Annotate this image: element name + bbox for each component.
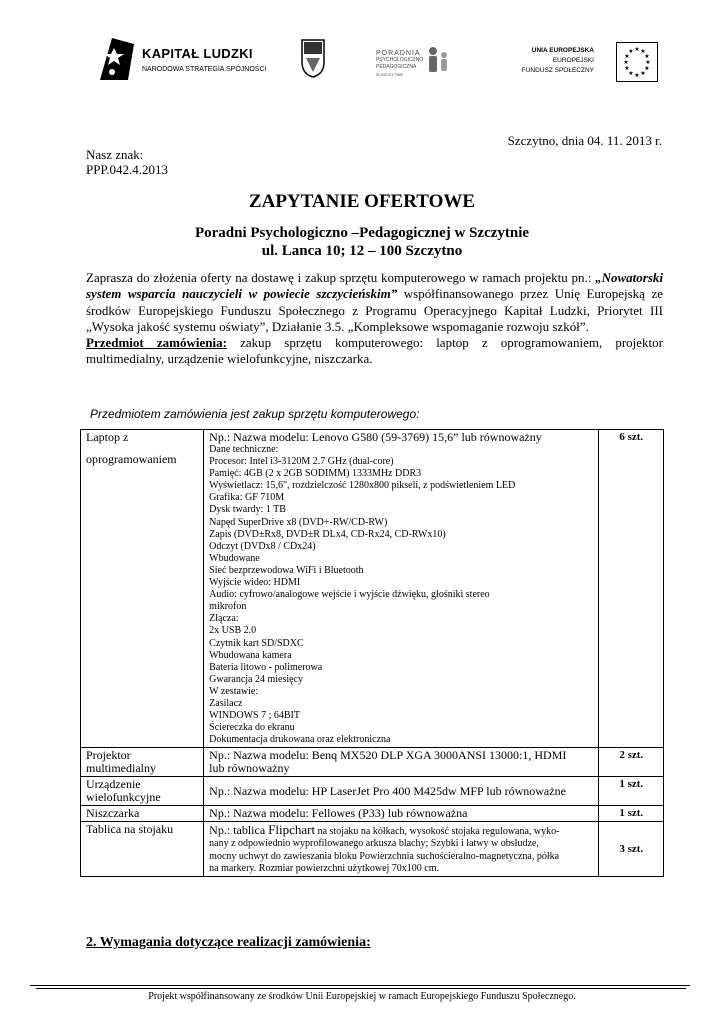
spec-line: Zapis (DVD±Rx8, DVD±R DLx4, CD-Rx24, CD-RWx10) [209, 528, 446, 540]
ppp-line: W SZCZYTNIE [376, 72, 404, 77]
eu-flag-icon [616, 42, 658, 82]
item-model: Np.: Nazwa modelu: Benq MX520 DLP XGA 3000ANSI 13000:1, HDMI [209, 748, 567, 763]
item-model: Np.: Nazwa modelu: HP LaserJet Pro 400 M425dw MFP lub równoważne [209, 783, 566, 798]
item-name: oprogramowaniem [86, 452, 177, 466]
table-row [81, 806, 664, 822]
spec-line: Dane techniczne: [209, 444, 279, 455]
order-subject-label: Przedmiot zamówienia: [86, 335, 227, 351]
item-description-cell [204, 806, 599, 822]
ppp-line: PORADNIA [376, 50, 421, 57]
spec-line: Napęd SuperDrive x8 (DVD+-RW/CD-RW) [209, 516, 388, 528]
spec-line: Czytnik kart SD/SDXC [209, 637, 304, 649]
ppp-line: PEDAGOGICZNA [376, 64, 417, 70]
kapital-ludzki-logo [98, 34, 267, 82]
item-model-cont: lub równoważny [209, 761, 290, 776]
reference-label: Nasz znak: [86, 147, 144, 162]
table-heading: Przedmiotem zamówienia jest zakup sprzętu komputerowego: [90, 407, 420, 421]
item-description-cell [204, 822, 599, 876]
crest-logo [300, 38, 326, 78]
item-name: Niszczarka [86, 806, 140, 821]
coat-of-arms-icon [300, 38, 326, 78]
spec-line: Złącza: [209, 613, 239, 625]
spec-line: Procesor: Intel i3-3120M 2.7 GHz (dual-core) [209, 456, 394, 468]
item-quantity: 6 szt. [599, 430, 664, 748]
eu-logo [512, 42, 658, 84]
svg-text:★: ★ [624, 53, 630, 60]
table-row [81, 777, 664, 806]
spec-line: W zestawie: [209, 685, 259, 697]
item-name-cell [81, 806, 204, 822]
item-quantity: 2 szt. [599, 748, 664, 777]
intro-part2: współfinansowanego przez Unię Europejską ze środków Europejskiego Funduszu Społecznego z Programu Operacyjnego Kapitał Ludzki, Priorytet III „Wysoka jakość systemu oświaty”, Działanie 3.5. „Kompleksowe wspomaganie rozwoju szkół”. [86, 286, 664, 334]
svg-text:★: ★ [628, 70, 634, 77]
footer-divider [30, 985, 690, 986]
spec-line: nany z odpowiednio wyprofilowanego arkusza blachy; Szybki i łatwy w obsłudze, [209, 838, 539, 850]
spec-line: Pamięć: 4GB (2 x 2GB SODIMM) 1333MHz DDR3 [209, 468, 422, 480]
svg-text:★: ★ [623, 59, 629, 66]
institution-name: Poradni Psychologiczno –Pedagogicznej w Szczytnie [194, 225, 530, 241]
family-figures-icon [426, 46, 452, 76]
svg-text:★: ★ [644, 65, 650, 72]
spec-line: 2x USB 2.0 [209, 625, 257, 637]
item-name: multimedialny [86, 761, 156, 776]
svg-text:★: ★ [640, 70, 646, 77]
spec-line: WINDOWS 7 ; 64BIT [209, 710, 300, 722]
ppp-line: PSYCHOLOGICZNO [376, 57, 424, 63]
spec-line: mikrofon [209, 601, 247, 613]
table-row [81, 822, 664, 876]
table-row [81, 430, 664, 748]
reference-block [86, 147, 168, 177]
item-name: Projektor [86, 748, 131, 763]
svg-text:★: ★ [644, 53, 650, 60]
page-title: ZAPYTANIE OFERTOWE [248, 191, 476, 212]
order-subject-text: zakup sprzętu komputerowego: laptop z oprogramowaniem, projektor multimedialny, urządzenie wielofunkcyjne, niszczarka. [86, 335, 663, 367]
institution-address: ul. Lanca 10; 12 – 100 Szczytno [261, 243, 463, 259]
spec-line: Zasilacz [209, 697, 243, 709]
item-name: Tablica na stojaku [86, 822, 174, 837]
spec-line: Bateria litowo - polimerowa [209, 661, 323, 673]
item-model-c: na stojaku na kółkach, wysokość stojaka regulowana, wyko- [315, 826, 560, 838]
ue-line: UNIA EUROPEJSKA [531, 47, 594, 54]
intro-paragraph [86, 270, 663, 368]
spec-line: Wbudowane [209, 552, 260, 564]
svg-text:★: ★ [628, 48, 634, 55]
spec-line: Audio: cyfrowo/analogowe wejście i wyjście dźwięku, głośniki stereo [209, 589, 490, 601]
item-description-cell [204, 777, 599, 806]
kapital-ludzki-emblem-icon [98, 34, 136, 82]
footer-text: Projekt współfinansowany ze środków Unii Europejskiej w ramach Europejskiego Funduszu Społecznego. [148, 991, 576, 1002]
item-description-cell [204, 748, 599, 777]
spec-line: Wyjście wideo: HDMI [209, 577, 301, 589]
item-model-b: Flipchart [268, 822, 316, 838]
reference-value: PPP.042.4.2013 [86, 162, 168, 177]
table-row [81, 748, 664, 777]
item-description-cell [204, 430, 599, 748]
spec-line: Wbudowana kamera [209, 649, 292, 661]
item-model: Np.: Nazwa modelu: Fellowes (P33) lub równoważna [209, 806, 468, 821]
ue-line: FUNDUSZ SPOŁECZNY [521, 67, 594, 74]
item-name-cell [81, 748, 204, 777]
item-name-cell [81, 430, 204, 748]
spec-line: Grafika: GF 710M [209, 492, 285, 504]
item-name: wielofunkcyjne [86, 790, 161, 805]
kl-title: KAPITAŁ LUDZKI [142, 46, 253, 61]
svg-text:★: ★ [624, 65, 630, 72]
poradnia-logo [374, 44, 452, 82]
item-quantity: 1 szt. [599, 777, 664, 806]
spec-line: Odczyt (DVDx8 / CDx24) [209, 540, 316, 552]
svg-text:★: ★ [634, 46, 640, 53]
item-model-a: Np.: tablica [209, 823, 269, 838]
item-model [209, 823, 593, 838]
spec-line: na markery. Rozmiar powierzchni użytkowej 70x100 cm. [209, 862, 440, 874]
spec-line: Wyświetlacz: 15,6", rozdzielczość 1280x800 pikseli, z podświetleniem LED [209, 480, 516, 492]
item-name: Urządzenie [86, 777, 141, 792]
spec-line: Ściereczka do ekranu [209, 722, 295, 734]
kl-subtitle: NARODOWA STRATEGIA SPÓJNOŚCI [142, 66, 267, 73]
section-heading: 2. Wymagania dotyczące realizacji zamówienia: [86, 935, 371, 950]
ue-line: EUROPEJSKI [552, 57, 594, 64]
item-name: Laptop z [86, 430, 129, 444]
spec-line: Gwarancja 24 miesięcy [209, 673, 304, 685]
intro-part1: Zaprasza do złożenia oferty na dostawę i zakup sprzętu komputerowego w ramach projektu pn.: [86, 270, 596, 285]
spec-line: Dysk twardy: 1 TB [209, 504, 286, 516]
item-name-cell [81, 822, 204, 876]
svg-text:★: ★ [645, 59, 651, 66]
item-quantity: 1 szt. [599, 806, 664, 822]
spec-line: Sieć bezprzewodowa WiFi i Bluetooth [209, 564, 364, 576]
item-quantity: 3 szt. [599, 822, 664, 876]
project-name: „Nowatorski system wsparcia nauczycieli w powiecie szczycieńskim” [86, 270, 663, 302]
spec-line: mocny uchwyt do zawieszania bloku Powierzchnia suchościeralno-magnetyczna, półka [209, 850, 560, 862]
footer-divider [36, 988, 686, 989]
date-line: Szczytno, dnia 04. 11. 2013 r. [507, 133, 662, 148]
item-name-cell [81, 777, 204, 806]
item-model: Np.: Nazwa modelu: Lenovo G580 (59-3769) 15,6” lub równoważny [209, 430, 542, 444]
spec-line: Dokumentacja drukowana oraz elektroniczna [209, 734, 391, 746]
equipment-table [80, 429, 664, 877]
svg-text:★: ★ [634, 72, 640, 79]
svg-text:★: ★ [640, 48, 646, 55]
